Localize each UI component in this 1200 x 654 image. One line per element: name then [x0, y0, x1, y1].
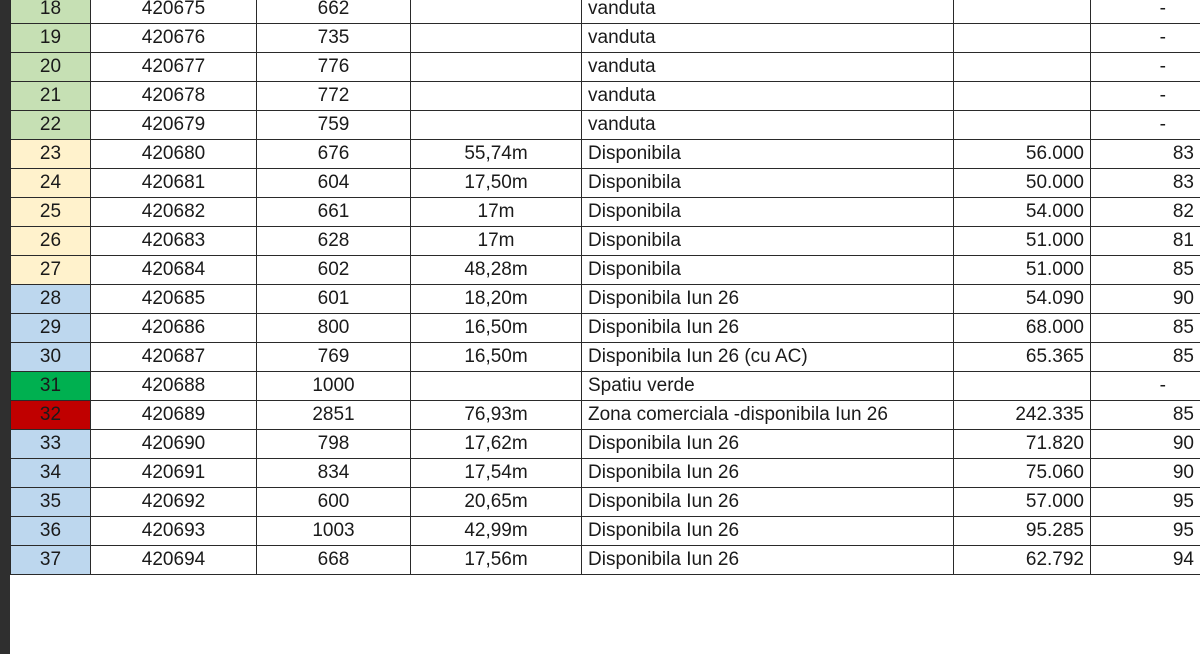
cell-area[interactable]: 776: [257, 53, 411, 82]
cell-row-number[interactable]: 19: [11, 24, 91, 53]
table-row: [11, 256, 1200, 285]
cell-row-number[interactable]: 26: [11, 227, 91, 256]
cell-cadastral-number[interactable]: 420692: [91, 488, 257, 517]
cell-frontage[interactable]: 48,28m: [411, 256, 582, 285]
cell-price[interactable]: 68.000: [954, 314, 1091, 343]
cell-status[interactable]: Disponibila Iun 26: [582, 285, 954, 314]
cell-row-number[interactable]: 28: [11, 285, 91, 314]
cell-status[interactable]: Disponibila Iun 26: [582, 459, 954, 488]
cell-price[interactable]: 54.090: [954, 285, 1091, 314]
table-row: [11, 459, 1200, 488]
cell-status[interactable]: Disponibila Iun 26: [582, 488, 954, 517]
cell-cadastral-number[interactable]: 420691: [91, 459, 257, 488]
cell-cadastral-number[interactable]: 420677: [91, 53, 257, 82]
cell-status[interactable]: Zona comerciala -disponibila Iun 26: [582, 401, 954, 430]
cell-area[interactable]: 601: [257, 285, 411, 314]
table-row: [11, 343, 1200, 372]
cell-price-per-sqm[interactable]: 94: [1091, 546, 1200, 575]
cell-row-number[interactable]: 32: [11, 401, 91, 430]
table-row: [11, 285, 1200, 314]
cell-cadastral-number[interactable]: 420681: [91, 169, 257, 198]
cell-price[interactable]: 54.000: [954, 198, 1091, 227]
cell-price-per-sqm[interactable]: -: [1091, 0, 1200, 24]
cell-frontage[interactable]: 18,20m: [411, 285, 582, 314]
cell-status[interactable]: Disponibila Iun 26 (cu AC): [582, 343, 954, 372]
cell-cadastral-number[interactable]: 420685: [91, 285, 257, 314]
cell-price-per-sqm[interactable]: 95: [1091, 488, 1200, 517]
cell-cadastral-number[interactable]: 420683: [91, 227, 257, 256]
table-row: [11, 546, 1200, 575]
cell-status[interactable]: Disponibila Iun 26: [582, 314, 954, 343]
cell-price[interactable]: 71.820: [954, 430, 1091, 459]
table-row: [11, 227, 1200, 256]
cell-row-number[interactable]: 18: [11, 0, 91, 24]
cell-frontage[interactable]: [411, 0, 582, 24]
cell-row-number[interactable]: 36: [11, 517, 91, 546]
cell-price-per-sqm[interactable]: 83: [1091, 140, 1200, 169]
cell-cadastral-number[interactable]: 420687: [91, 343, 257, 372]
cell-price[interactable]: 75.060: [954, 459, 1091, 488]
cell-area[interactable]: 604: [257, 169, 411, 198]
cell-row-number[interactable]: 30: [11, 343, 91, 372]
cell-cadastral-number[interactable]: 420686: [91, 314, 257, 343]
cell-area[interactable]: 800: [257, 314, 411, 343]
cell-status[interactable]: Disponibila: [582, 140, 954, 169]
row-header-gutter: [0, 0, 10, 654]
cell-price[interactable]: 51.000: [954, 256, 1091, 285]
cell-price-per-sqm[interactable]: 83: [1091, 169, 1200, 198]
cell-cadastral-number[interactable]: 420678: [91, 82, 257, 111]
cell-cadastral-number[interactable]: 420694: [91, 546, 257, 575]
cell-price[interactable]: [954, 0, 1091, 24]
cell-price-per-sqm[interactable]: 85: [1091, 343, 1200, 372]
cell-status[interactable]: Disponibila Iun 26: [582, 430, 954, 459]
cell-status[interactable]: Disponibila Iun 26: [582, 546, 954, 575]
cell-frontage[interactable]: [411, 82, 582, 111]
cell-row-number[interactable]: 27: [11, 256, 91, 285]
cell-row-number[interactable]: 20: [11, 53, 91, 82]
cell-price[interactable]: 62.792: [954, 546, 1091, 575]
cell-area[interactable]: 668: [257, 546, 411, 575]
cell-cadastral-number[interactable]: 420675: [91, 0, 257, 24]
cell-price-per-sqm[interactable]: 90: [1091, 459, 1200, 488]
cell-area[interactable]: 769: [257, 343, 411, 372]
cell-status[interactable]: Disponibila: [582, 227, 954, 256]
cell-frontage[interactable]: 17,62m: [411, 430, 582, 459]
table-row: [11, 140, 1200, 169]
cell-price-per-sqm[interactable]: -: [1091, 24, 1200, 53]
cell-price[interactable]: 56.000: [954, 140, 1091, 169]
cell-row-number[interactable]: 31: [11, 372, 91, 401]
cell-price-per-sqm[interactable]: -: [1091, 82, 1200, 111]
cell-area[interactable]: 662: [257, 0, 411, 24]
cell-area[interactable]: 1003: [257, 517, 411, 546]
cell-row-number[interactable]: 21: [11, 82, 91, 111]
cell-area[interactable]: 676: [257, 140, 411, 169]
cell-frontage[interactable]: 76,93m: [411, 401, 582, 430]
table-row: [11, 517, 1200, 546]
cell-status[interactable]: Spatiu verde: [582, 372, 954, 401]
cell-area[interactable]: 661: [257, 198, 411, 227]
cell-price-per-sqm[interactable]: 90: [1091, 285, 1200, 314]
cell-row-number[interactable]: 37: [11, 546, 91, 575]
cell-price-per-sqm[interactable]: -: [1091, 53, 1200, 82]
cell-price[interactable]: [954, 111, 1091, 140]
cell-row-number[interactable]: 24: [11, 169, 91, 198]
cell-area[interactable]: 772: [257, 82, 411, 111]
cell-frontage[interactable]: 42,99m: [411, 517, 582, 546]
table-body: [11, 0, 1200, 575]
cell-area[interactable]: 628: [257, 227, 411, 256]
cell-price-per-sqm[interactable]: 82: [1091, 198, 1200, 227]
cell-frontage[interactable]: 16,50m: [411, 314, 582, 343]
cell-price[interactable]: [954, 82, 1091, 111]
cell-frontage[interactable]: [411, 111, 582, 140]
cell-row-number[interactable]: 29: [11, 314, 91, 343]
cell-area[interactable]: 759: [257, 111, 411, 140]
cell-row-number[interactable]: 22: [11, 111, 91, 140]
cell-price[interactable]: 51.000: [954, 227, 1091, 256]
cell-price[interactable]: 50.000: [954, 169, 1091, 198]
lots-table: [10, 0, 1200, 575]
cell-cadastral-number[interactable]: 420676: [91, 24, 257, 53]
cell-frontage[interactable]: 17,56m: [411, 546, 582, 575]
cell-price-per-sqm[interactable]: 85: [1091, 314, 1200, 343]
cell-frontage[interactable]: 17m: [411, 227, 582, 256]
cell-price-per-sqm[interactable]: 95: [1091, 517, 1200, 546]
table-row: [11, 401, 1200, 430]
cell-cadastral-number[interactable]: 420679: [91, 111, 257, 140]
cell-price-per-sqm[interactable]: 85: [1091, 401, 1200, 430]
cell-status[interactable]: Disponibila: [582, 198, 954, 227]
cell-frontage[interactable]: 55,74m: [411, 140, 582, 169]
cell-status[interactable]: vanduta: [582, 0, 954, 24]
cell-status[interactable]: vanduta: [582, 82, 954, 111]
cell-cadastral-number[interactable]: 420684: [91, 256, 257, 285]
cell-frontage[interactable]: [411, 372, 582, 401]
table-row: [11, 24, 1200, 53]
cell-price[interactable]: 95.285: [954, 517, 1091, 546]
table-row: [11, 372, 1200, 401]
cell-cadastral-number[interactable]: 420680: [91, 140, 257, 169]
cell-frontage[interactable]: 17,50m: [411, 169, 582, 198]
cell-status[interactable]: Disponibila Iun 26: [582, 517, 954, 546]
cell-frontage[interactable]: 20,65m: [411, 488, 582, 517]
table-row: [11, 169, 1200, 198]
cell-row-number[interactable]: 25: [11, 198, 91, 227]
cell-price[interactable]: 242.335: [954, 401, 1091, 430]
cell-area[interactable]: 834: [257, 459, 411, 488]
cell-price[interactable]: [954, 24, 1091, 53]
cell-price[interactable]: 57.000: [954, 488, 1091, 517]
table-row: [11, 82, 1200, 111]
cell-area[interactable]: 798: [257, 430, 411, 459]
cell-frontage[interactable]: [411, 24, 582, 53]
cell-row-number[interactable]: 34: [11, 459, 91, 488]
cell-price[interactable]: [954, 53, 1091, 82]
cell-area[interactable]: 1000: [257, 372, 411, 401]
cell-price[interactable]: [954, 372, 1091, 401]
cell-area[interactable]: 2851: [257, 401, 411, 430]
table-row: [11, 314, 1200, 343]
cell-cadastral-number[interactable]: 420689: [91, 401, 257, 430]
cell-price-per-sqm[interactable]: 81: [1091, 227, 1200, 256]
cell-cadastral-number[interactable]: 420682: [91, 198, 257, 227]
cell-frontage[interactable]: 16,50m: [411, 343, 582, 372]
cell-frontage[interactable]: 17,54m: [411, 459, 582, 488]
table-row: [11, 488, 1200, 517]
cell-price-per-sqm[interactable]: -: [1091, 372, 1200, 401]
cell-row-number[interactable]: 23: [11, 140, 91, 169]
cell-price-per-sqm[interactable]: -: [1091, 111, 1200, 140]
cell-status[interactable]: Disponibila: [582, 256, 954, 285]
table-row: [11, 430, 1200, 459]
table-row: [11, 53, 1200, 82]
cell-status[interactable]: vanduta: [582, 53, 954, 82]
cell-area[interactable]: 735: [257, 24, 411, 53]
cell-price-per-sqm[interactable]: 85: [1091, 256, 1200, 285]
cell-status[interactable]: vanduta: [582, 111, 954, 140]
table-row: [11, 198, 1200, 227]
cell-cadastral-number[interactable]: 420693: [91, 517, 257, 546]
cell-price[interactable]: 65.365: [954, 343, 1091, 372]
cell-area[interactable]: 600: [257, 488, 411, 517]
cell-status[interactable]: vanduta: [582, 24, 954, 53]
table-row: [11, 0, 1200, 24]
cell-row-number[interactable]: 33: [11, 430, 91, 459]
cell-frontage[interactable]: [411, 53, 582, 82]
cell-row-number[interactable]: 35: [11, 488, 91, 517]
cell-cadastral-number[interactable]: 420690: [91, 430, 257, 459]
cell-area[interactable]: 602: [257, 256, 411, 285]
cell-frontage[interactable]: 17m: [411, 198, 582, 227]
cell-cadastral-number[interactable]: 420688: [91, 372, 257, 401]
cell-status[interactable]: Disponibila: [582, 169, 954, 198]
table-row: [11, 111, 1200, 140]
cell-price-per-sqm[interactable]: 90: [1091, 430, 1200, 459]
